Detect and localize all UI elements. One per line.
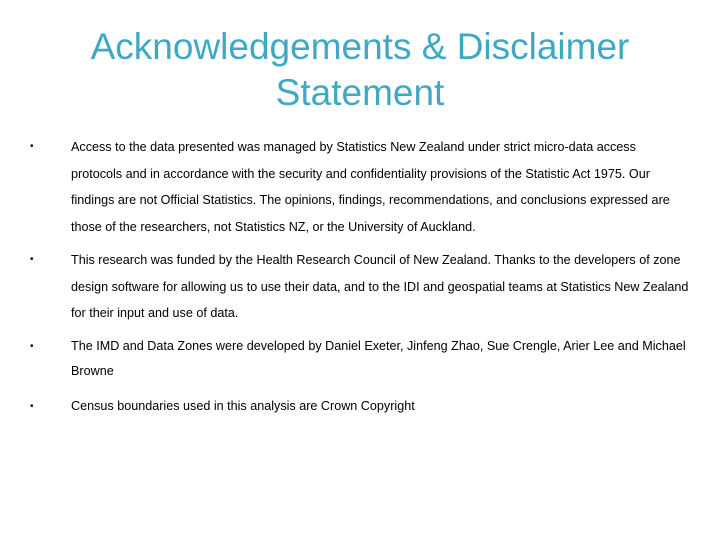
bullet-text: Census boundaries used in this analysis are Crown Copyright (71, 398, 415, 413)
slide-title-line-2: Statement (275, 72, 445, 113)
bullet-marker: • (30, 400, 34, 412)
bullet-list (30, 134, 690, 419)
bullet-marker: • (30, 254, 34, 265)
bullet-item-imd-developers (30, 334, 690, 384)
bullet-item-census-copyright (30, 394, 690, 419)
bullet-text: Access to the data presented was managed by Statistics New Zealand under strict micro-data access protocols and in accordance with the security and confidentiality provisions of the Statistic Act 1975. Our findings are not Official Statistics. The opinions, findings, recommendations, and conclusions expressed are those of the researchers, not Statistics NZ, or the University of Auckland. (71, 140, 670, 234)
bullet-marker: • (30, 340, 34, 352)
bullet-text: This research was funded by the Health Research Council of New Zealand. Thanks to the developers of zone design software for allowing us to use their data, and to the IDI and geospatial teams at Statistics New Zealand for their input and use of data. (71, 253, 689, 320)
bullet-marker: • (30, 141, 34, 152)
bullet-text: The IMD and Data Zones were developed by Daniel Exeter, Jinfeng Zhao, Sue Crengle, Arier Lee and Michael Browne (71, 338, 686, 378)
bullet-item-data-access (30, 134, 690, 240)
slide-title-line-1: Acknowledgements & Disclaimer (90, 26, 630, 67)
slide-title (40, 24, 680, 116)
bullet-item-funding (30, 247, 690, 327)
